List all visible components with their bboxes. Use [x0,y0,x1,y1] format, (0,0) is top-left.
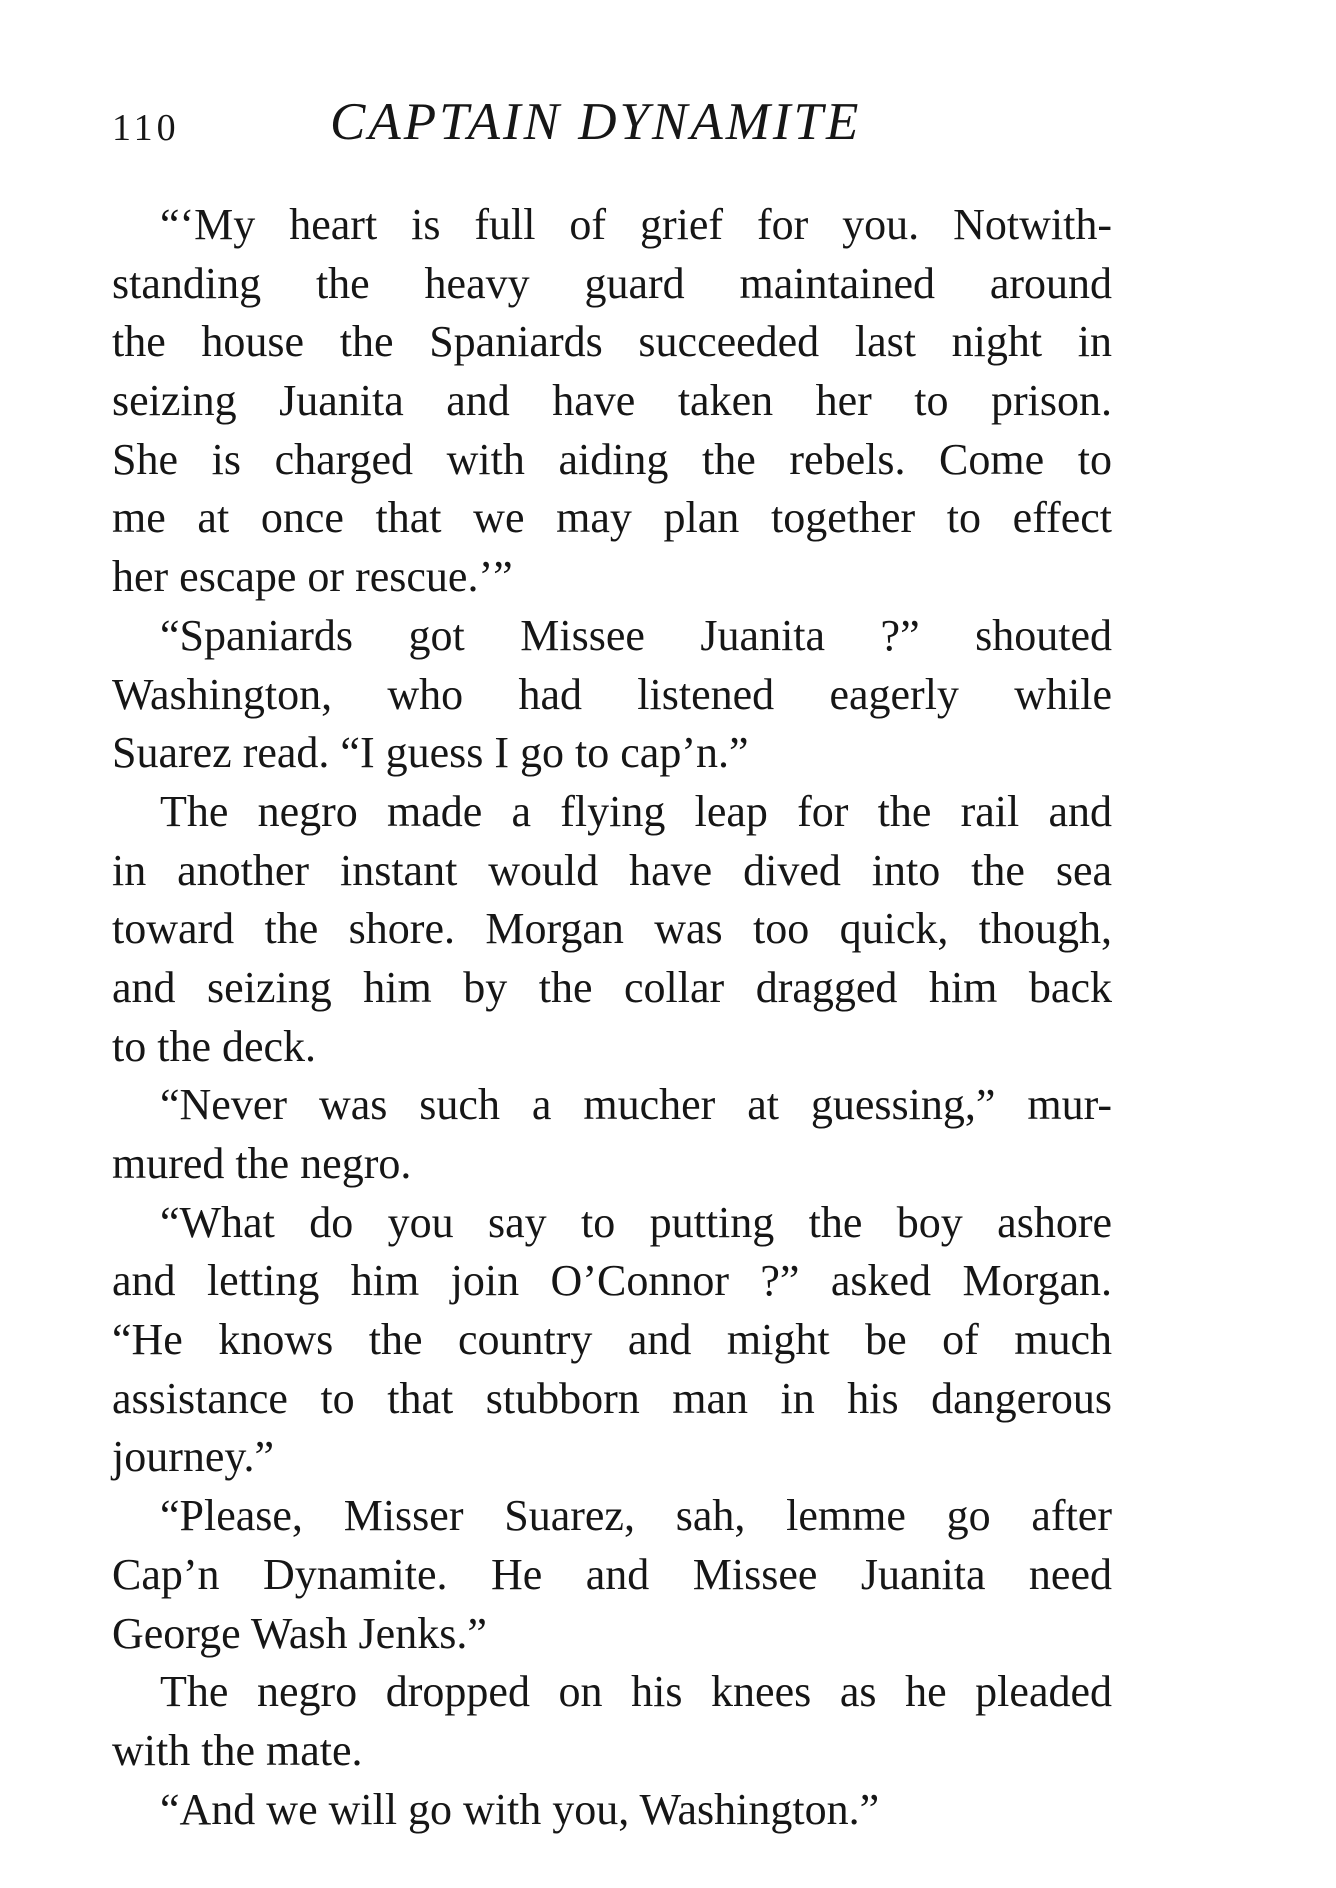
running-title: CAPTAIN DYNAMITE [330,93,862,151]
text-line: “Please, Misser Suarez, sah, lemme go after [160,1491,1112,1541]
text-line: Washington, who had listened eagerly while [112,669,1112,719]
text-line: and seizing him by the collar dragged him back [112,962,1112,1012]
text-line: “And we will go with you, Washington.” [160,1784,880,1834]
text-line: George Wash Jenks.” [112,1608,487,1658]
text-line: and letting him join O’Connor ?” asked Morgan. [112,1256,1112,1306]
text-line: mured the negro. [112,1139,412,1188]
text-line: seizing Juanita and have taken her to prison. [112,376,1112,426]
text-line: me at once that we may plan together to effect [112,493,1112,543]
text-line: “Spaniards got Missee Juanita ?” shouted [160,610,1112,660]
text-line: assistance to that stubborn man in his dangerous [112,1373,1112,1423]
text-line: the house the Spaniards succeeded last night in [112,317,1112,367]
text-line: “Never was such a mucher at guessing,” mur- [160,1080,1112,1130]
text-line: She is charged with aiding the rebels. Come to [112,434,1112,484]
text-line: “What do you say to putting the boy ashore [160,1197,1112,1247]
text-line: “‘My heart is full of grief for you. Notwith- [160,200,1112,249]
body-text [112,196,1112,1839]
page-number: 110 [112,107,180,149]
text-line: to the deck. [112,1021,317,1071]
text-line: in another instant would have dived into the sea [112,845,1112,895]
running-head [112,92,1112,162]
text-line: “He knows the country and might be of much [112,1315,1112,1365]
text-line: The negro dropped on his knees as he pleaded [160,1667,1112,1717]
text-line: Cap’n Dynamite. He and Missee Juanita need [112,1549,1112,1599]
text-line: journey.” [112,1432,275,1482]
text-line: toward the shore. Morgan was too quick, though, [112,904,1112,954]
text-line: standing the heavy guard maintained around [112,258,1112,308]
text-line: her escape or rescue.’” [112,552,513,602]
text-line: with the mate. [112,1725,363,1775]
text-line: Suarez read. “I guess I go to cap’n.” [112,728,749,778]
text-line: The negro made a flying leap for the rail and [160,786,1112,836]
